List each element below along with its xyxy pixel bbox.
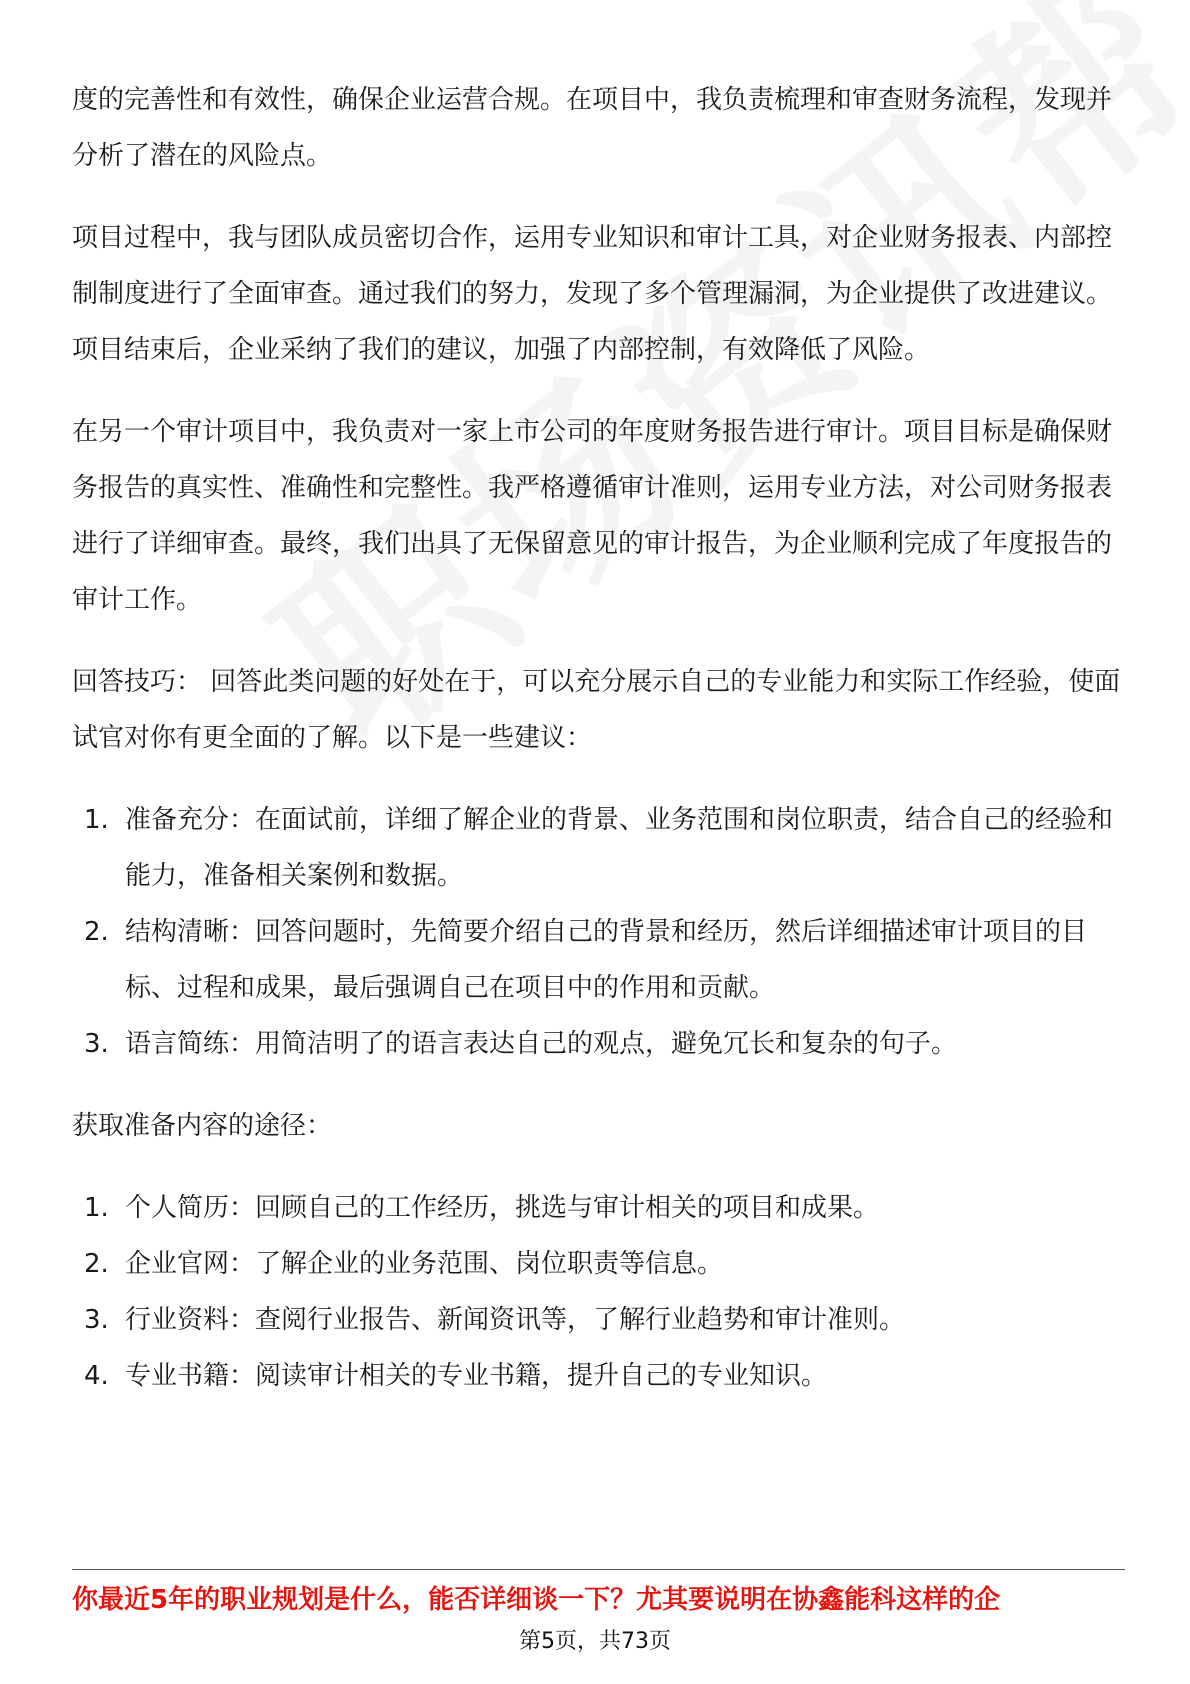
list-item [72,1292,1122,1348]
sources-heading: 获取准备内容的途径： [72,1111,333,1141]
list-number: 2. [84,917,109,947]
document-body [72,72,1122,1404]
footer-divider [72,1569,1125,1570]
list-number: 1. [84,1193,109,1223]
list-number: 2. [84,1249,109,1279]
paragraph: 在另一个审计项目中，我负责对一家上市公司的年度财务报告进行审计。项目目标是确保财务报告的真实性、准确性和完整性。我严格遵循审计准则，运用专业方法，对公司财务报表进行了详细审查。最终，我们出具了无保留意见的审计报告，为企业顺利完成了年度报告的审计工作。 [72,417,1113,615]
list-item [72,792,1122,904]
list-number: 3. [84,1029,109,1059]
list-item-text: 结构清晰：回答问题时，先简要介绍自己的背景和经历，然后详细描述审计项目的目标、过程和成果，最后强调自己在项目中的作用和贡献。 [125,917,1088,1003]
answer-tips-paragraph: 回答技巧： 回答此类问题的好处在于，可以充分展示自己的专业能力和实际工作经验，使面试官对你有更全面的了解。以下是一些建议： [72,667,1121,753]
list-item-text: 企业官网：了解企业的业务范围、岗位职责等信息。 [125,1249,724,1279]
list-item-text: 语言简练：用简洁明了的语言表达自己的观点，避免冗长和复杂的句子。 [125,1029,958,1059]
list-item [72,1016,1122,1072]
list-item-text: 专业书籍：阅读审计相关的专业书籍，提升自己的专业知识。 [125,1361,828,1391]
list-item-text: 行业资料：查阅行业报告、新闻资讯等，了解行业趋势和审计准则。 [125,1305,906,1335]
list-number: 3. [84,1305,109,1335]
list-item [72,904,1122,1016]
list-item-text: 准备充分：在面试前，详细了解企业的背景、业务范围和岗位职责，结合自己的经验和能力，准备相关案例和数据。 [125,805,1114,891]
list-item [72,1180,1122,1236]
list-number: 4. [84,1361,109,1391]
list-item [72,1236,1122,1292]
list-item [72,1348,1122,1404]
next-question-heading: 你最近5年的职业规划是什么，能否详细谈一下？尤其要说明在协鑫能科这样的企 [72,1585,1001,1615]
list-item-text: 个人简历：回顾自己的工作经历，挑选与审计相关的项目和成果。 [125,1193,880,1223]
tips-list [72,792,1122,1072]
paragraph: 项目过程中，我与团队成员密切合作，运用专业知识和审计工具，对企业财务报表、内部控制制度进行了全面审查。通过我们的努力，发现了多个管理漏洞，为企业提供了改进建议。项目结束后，企业采纳了我们的建议，加强了内部控制，有效降低了风险。 [72,223,1113,365]
page-number: 第5页，共73页 [519,1629,671,1654]
list-number: 1. [84,805,109,835]
sources-list [72,1180,1122,1404]
paragraph: 度的完善性和有效性，确保企业运营合规。在项目中，我负责梳理和审查财务流程，发现并分析了潜在的风险点。 [72,85,1113,171]
